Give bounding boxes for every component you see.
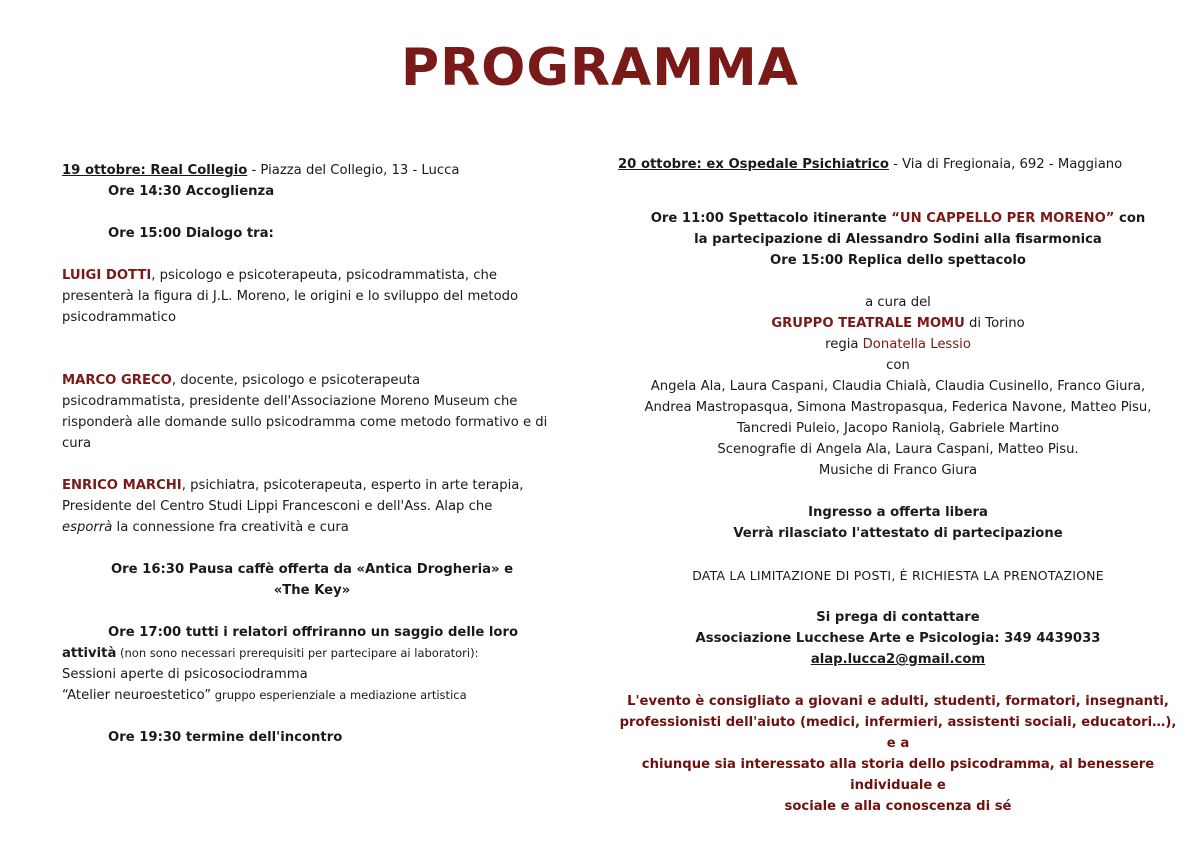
speaker-2 xyxy=(62,370,562,391)
speaker-1-name: LUIGI DOTTI xyxy=(62,268,152,283)
entry-info: Ingresso a offerta libera xyxy=(808,505,988,520)
show-line-1c: con xyxy=(1114,211,1146,226)
workshop-session-2-title: “Atelier neuroestetico” xyxy=(62,688,212,703)
speaker-2-name: MARCO GRECO xyxy=(62,373,172,388)
show-line-2: la partecipazione di Alessandro Sodini alla fisarmonica xyxy=(694,232,1102,247)
coffee-break-2: «The Key» xyxy=(273,583,351,598)
workshop-session-2 xyxy=(62,685,562,706)
director-name: Donatella Lessio xyxy=(862,337,971,352)
day2-section xyxy=(618,154,1178,817)
theatre-group-name: GRUPPO TEATRALE MOMU xyxy=(771,316,965,331)
director xyxy=(618,334,1178,355)
curated-by: a cura del xyxy=(865,295,931,310)
speaker-3-desc-3b: la connessione fra creatività e cura xyxy=(112,520,349,535)
show-line-1a: Ore 11:00 Spettacolo itinerante xyxy=(650,211,892,226)
show-title: “UN CAPPELLO PER MORENO” xyxy=(891,211,1115,226)
cast-line-2: Andrea Mastropasqua, Simona Mastropasqua, Federica Navone, Matteo Pisu, xyxy=(644,400,1152,415)
speaker-1 xyxy=(62,265,562,286)
cast-line-1: Angela Ala, Laura Caspani, Claudia Chialà, Claudia Cusinello, Franco Giura, xyxy=(650,379,1146,394)
workshop-session-1: Sessioni aperte di psicosociodramma xyxy=(62,667,308,682)
speaker-3-desc-3a: esporrà xyxy=(62,520,113,535)
audience-line-1: L'evento è consigliato a giovani e adulti, studenti, formatori, insegnanti, xyxy=(627,694,1169,709)
speaker-3-desc-1: , psichiatra, psicoterapeuta, esperto in arte terapia, xyxy=(181,478,524,493)
speaker-3 xyxy=(62,475,562,496)
day1-section xyxy=(62,160,562,748)
speaker-2-desc-2: psicodrammatista, presidente dell'Associazione Moreno Museum che xyxy=(62,394,518,409)
speaker-3-name: ENRICO MARCHI xyxy=(62,478,182,493)
with-label: con xyxy=(886,358,910,373)
workshop-session-2-desc: gruppo esperienziale a mediazione artistica xyxy=(211,688,467,702)
audience-line-2: professionisti dell'aiuto (medici, infermieri, assistenti sociali, educatori…), e a xyxy=(619,715,1177,751)
coffee-break-1: Ore 16:30 Pausa caffè offerta da «Antica Drogheria» e xyxy=(110,562,514,577)
speaker-3-desc-2: Presidente del Centro Studi Lippi Francesconi e dell'Ass. Alap che xyxy=(62,499,493,514)
day1-venue: - Piazza del Collegio, 13 - Lucca xyxy=(247,163,460,178)
speaker-3-desc-3 xyxy=(62,517,562,538)
page-title: PROGRAMMA xyxy=(400,38,800,98)
theatre-group-city: di Torino xyxy=(964,316,1025,331)
scenography: Scenografie di Angela Ala, Laura Caspani, Matteo Pisu. xyxy=(717,442,1079,457)
email-line xyxy=(618,649,1178,670)
audience-line-3: chiunque sia interessato alla storia dello psicodramma, al benessere individuale e xyxy=(641,757,1155,793)
booking-notice: DATA LA LIMITAZIONE DI POSTI, È RICHIESTA LA PRENOTAZIONE xyxy=(692,568,1104,583)
speaker-2-desc-4: cura xyxy=(62,436,92,451)
speaker-1-desc-1: , psicologo e psicoterapeuta, psicodrammatista, che xyxy=(151,268,497,283)
day1-dialogue: Ore 15:00 Dialogo tra: xyxy=(108,226,274,241)
day1-header xyxy=(62,160,562,181)
speaker-2-desc-3: risponderà alle domande sullo psicodramma come metodo formativo e di xyxy=(62,415,548,430)
director-label: regia xyxy=(825,337,863,352)
day1-date: 19 ottobre: Real Collegio xyxy=(62,163,248,178)
speaker-1-desc-3: psicodrammatico xyxy=(62,310,177,325)
cast-line-3: Tancredi Puleio, Jacopo Raniolą, Gabriele Martino xyxy=(736,421,1060,436)
workshop-line-2 xyxy=(62,643,562,664)
email-link[interactable]: alap.lucca2@gmail.com xyxy=(810,652,986,667)
day2-date: 20 ottobre: ex Ospedale Psichiatrico xyxy=(618,157,889,172)
theatre-group xyxy=(618,313,1178,334)
day2-header xyxy=(618,154,1178,175)
certificate-info: Verrà rilasciato l'attestato di partecipazione xyxy=(733,526,1063,541)
workshop-line-2-bold: attività xyxy=(62,646,117,661)
day1-welcome: Ore 14:30 Accoglienza xyxy=(108,184,275,199)
audience-line-4: sociale e alla conoscenza di sé xyxy=(784,799,1012,814)
music: Musiche di Franco Giura xyxy=(818,463,978,478)
workshop-line-2-note: (non sono necessari prerequisiti per partecipare ai laboratori): xyxy=(116,646,479,660)
show-line-1 xyxy=(618,208,1178,229)
speaker-2-desc-1: , docente, psicologo e psicoterapeuta xyxy=(171,373,421,388)
speaker-1-desc-2: presenterà la figura di J.L. Moreno, le origini e lo sviluppo del metodo xyxy=(62,289,519,304)
replica: Ore 15:00 Replica dello spettacolo xyxy=(770,253,1026,268)
day1-end: Ore 19:30 termine dell'incontro xyxy=(108,730,343,745)
contact-prompt: Si prega di contattare xyxy=(816,610,980,625)
association-contact: Associazione Lucchese Arte e Psicologia: 349 4439033 xyxy=(695,631,1101,646)
workshop-line-1: Ore 17:00 tutti i relatori offriranno un saggio delle loro xyxy=(108,625,519,640)
day2-venue: - Via di Fregionaia, 692 - Maggiano xyxy=(888,157,1123,172)
